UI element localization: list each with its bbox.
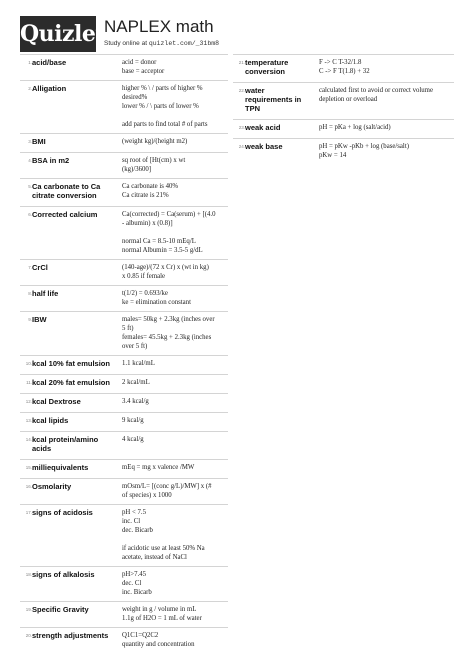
subtitle-prefix: Study online at	[104, 40, 149, 47]
row-number: 15.	[25, 465, 32, 470]
definition-line: desired%	[122, 94, 148, 101]
row-number: 24.	[238, 144, 245, 149]
flashcard-row	[20, 601, 228, 627]
term: strength adjustments	[32, 631, 109, 640]
flashcard-row	[20, 504, 228, 566]
definition-line: Q1C1=Q2C2	[122, 632, 159, 639]
definition-line: Ca carbonate is 40%	[122, 183, 179, 190]
flashcard-row	[20, 374, 228, 393]
definition-line: males= 50kg + 2.3kg (inches over	[122, 316, 215, 323]
flashcard-row	[20, 259, 228, 285]
definition-line: C -> F T(1.8) + 32	[319, 68, 370, 75]
definition	[122, 58, 228, 76]
row-number: 3.	[28, 139, 32, 144]
flashcard-row	[20, 393, 228, 412]
term: signs of alkalosis	[32, 570, 95, 579]
term: BMI	[32, 137, 46, 146]
definition	[122, 605, 228, 623]
definition-line: Ca citrate is 21%	[122, 192, 169, 199]
row-number: 11.	[26, 380, 32, 385]
definition-line: inc. Cl	[122, 518, 141, 525]
definition	[122, 289, 228, 307]
definition-line	[122, 111, 228, 120]
definition-line: t(1/2) = 0.693/ke	[122, 290, 168, 297]
row-number: 13.	[25, 418, 32, 423]
definition-line: calculated first to avoid or correct volume	[319, 87, 433, 94]
flashcard-row	[20, 133, 228, 152]
term: kcal lipids	[32, 416, 69, 425]
term: half life	[32, 289, 59, 298]
definition	[319, 86, 454, 115]
definition-line: pH>7.45	[122, 571, 147, 578]
definition	[122, 84, 228, 129]
term: weak base	[245, 142, 283, 151]
definition-line	[122, 535, 228, 544]
flashcard-row	[20, 311, 228, 355]
definition-line: pKw = 14	[319, 152, 347, 159]
quizlet-logo[interactable]: Quizlet	[20, 16, 96, 52]
definition-line: 5 ft)	[122, 325, 134, 332]
term: milliequivalents	[32, 463, 89, 472]
flashcard-row	[233, 54, 454, 82]
flashcard-row	[20, 80, 228, 133]
row-number: 2.	[28, 86, 32, 91]
flashcard-row	[20, 566, 228, 601]
definition-line: 4 kcal/g	[122, 436, 144, 443]
flashcard-row	[20, 412, 228, 431]
set-title: NAPLEX math	[104, 17, 214, 36]
definition-line: over 5 ft)	[122, 343, 148, 350]
definition-line: quantity and concentration	[122, 641, 195, 648]
right-column	[233, 54, 454, 164]
row-number: 6.	[28, 212, 32, 217]
definition	[319, 58, 454, 78]
flashcard-row	[20, 478, 228, 504]
definition-line: depletion or overload	[319, 96, 378, 103]
definition	[122, 156, 228, 174]
row-number: 16.	[25, 484, 32, 489]
flashcard-row	[20, 431, 228, 459]
definition-line: acetate, instead of NaCl	[122, 554, 187, 561]
set-subtitle	[104, 40, 219, 47]
definition	[122, 315, 228, 351]
definition	[122, 482, 228, 500]
definition-line: females= 45.5kg + 2.3kg (inches	[122, 334, 212, 341]
definition-line: weight in g / volume in mL	[122, 606, 197, 613]
definition-line	[122, 228, 228, 237]
definition-line: ke = elimination constant	[122, 299, 191, 306]
row-number: 22.	[238, 88, 245, 93]
term: Corrected calcium	[32, 210, 98, 219]
definition-line: 1.1 kcal/mL	[122, 360, 155, 367]
flashcard-row	[20, 54, 228, 80]
definition-line: dec. Cl	[122, 580, 142, 587]
definition-line: - albumin) x (0.8)]	[122, 220, 173, 227]
row-number: 7.	[28, 265, 32, 270]
row-number: 17.	[25, 510, 32, 515]
flashcard-row	[20, 285, 228, 311]
definition	[122, 210, 228, 255]
definition-line: F -> C T-32/1.8	[319, 59, 362, 66]
definition-line: (140-age)/(72 x Cr) x (wt in kg)	[122, 264, 209, 271]
term: kcal Dextrose	[32, 397, 81, 406]
definition	[319, 123, 454, 134]
definition	[122, 359, 228, 370]
term: acid/base	[32, 58, 67, 67]
definition-line: add parts to find total # of parts	[122, 121, 208, 128]
term: kcal 20% fat emulsion	[32, 378, 110, 387]
set-url[interactable]: quizlet.com/_31bm8	[148, 40, 220, 47]
term: Ca carbonate to Ca citrate conversion	[32, 182, 101, 200]
definition	[122, 263, 228, 281]
definition	[122, 182, 228, 202]
definition-line: Ca(corrected) = Ca(serum) + [(4.0	[122, 211, 216, 218]
definition-line: higher % \ / parts of higher %	[122, 85, 203, 92]
definition-line: normal Ca = 8.5-10 mEq/L	[122, 238, 196, 245]
definition-line: pH = pKw -pKb + log (base/salt)	[319, 143, 409, 150]
term: Alligation	[32, 84, 67, 93]
definition	[122, 570, 228, 597]
term: CrCl	[32, 263, 48, 272]
flashcard-row	[233, 138, 454, 164]
row-number: 1.	[28, 60, 32, 65]
flashcard-row	[233, 119, 454, 138]
row-number: 8.	[28, 291, 32, 296]
header	[20, 16, 460, 52]
row-number: 4.	[28, 158, 32, 163]
flashcard-row	[233, 82, 454, 119]
definition-line: inc. Bicarb	[122, 589, 152, 596]
term: signs of acidosis	[32, 508, 93, 517]
flashcard-row	[20, 355, 228, 374]
row-number: 21.	[238, 60, 245, 65]
definition-line: 1.1g of H2O = 1 mL of water	[122, 615, 202, 622]
term: Specific Gravity	[32, 605, 89, 614]
row-number: 19.	[25, 607, 32, 612]
definition-line: of species) x 1000	[122, 492, 172, 499]
definition	[122, 508, 228, 562]
definition-line: base = acceptor	[122, 68, 165, 75]
row-number: 14.	[25, 437, 32, 442]
definition-line: 3.4 kcal/g	[122, 398, 149, 405]
term: Osmolarity	[32, 482, 72, 491]
definition-line: x 0.85 if female	[122, 273, 166, 280]
definition	[122, 435, 228, 455]
definition	[122, 397, 228, 408]
definition	[122, 463, 228, 474]
definition	[122, 378, 228, 389]
row-number: 18.	[25, 572, 32, 577]
term: water requirements in TPN	[245, 86, 302, 113]
flashcard-row	[20, 152, 228, 178]
definition-line: normal Albumin = 3.5-5 g/dL	[122, 247, 203, 254]
left-column	[20, 54, 228, 653]
definition	[319, 142, 454, 160]
row-number: 20.	[25, 633, 32, 638]
definition-line: if acidotic use at least 50% Na	[122, 545, 205, 552]
definition-line: mOsm/L= [(conc g/L)/MW] x (#	[122, 483, 212, 490]
definition-line: pH < 7.5	[122, 509, 147, 516]
term: kcal 10% fat emulsion	[32, 359, 110, 368]
term: weak acid	[245, 123, 281, 132]
definition-line: sq root of [Ht(cm) x wt	[122, 157, 186, 164]
term: temperature conversion	[245, 58, 289, 76]
definition-line: (kg)/3600]	[122, 166, 152, 173]
definition-line: 9 kcal/g	[122, 417, 144, 424]
flashcard-row	[20, 178, 228, 206]
definition-line: dec. Bicarb	[122, 527, 153, 534]
definition-line: lower % / \ parts of lower %	[122, 103, 199, 110]
row-number: 23.	[238, 125, 245, 130]
definition	[122, 137, 228, 148]
definition	[122, 416, 228, 427]
definition-line: mEq = mg x valence /MW	[122, 464, 195, 471]
term: kcal protein/amino acids	[32, 435, 99, 453]
definition-line: 2 kcal/mL	[122, 379, 150, 386]
definition	[122, 631, 228, 649]
term: BSA in m2	[32, 156, 70, 165]
row-number: 5.	[28, 184, 32, 189]
definition-line: pH = pKa + log (salt/acid)	[319, 124, 391, 131]
term: IBW	[32, 315, 47, 324]
flashcard-row	[20, 459, 228, 478]
flashcard-row	[20, 627, 228, 653]
flashcard-row	[20, 206, 228, 259]
row-number: 12.	[25, 399, 32, 404]
definition-line: (weight kg)/(height m2)	[122, 138, 188, 145]
definition-line: acid = donor	[122, 59, 157, 66]
row-number: 10.	[25, 361, 32, 366]
row-number: 9.	[28, 317, 32, 322]
